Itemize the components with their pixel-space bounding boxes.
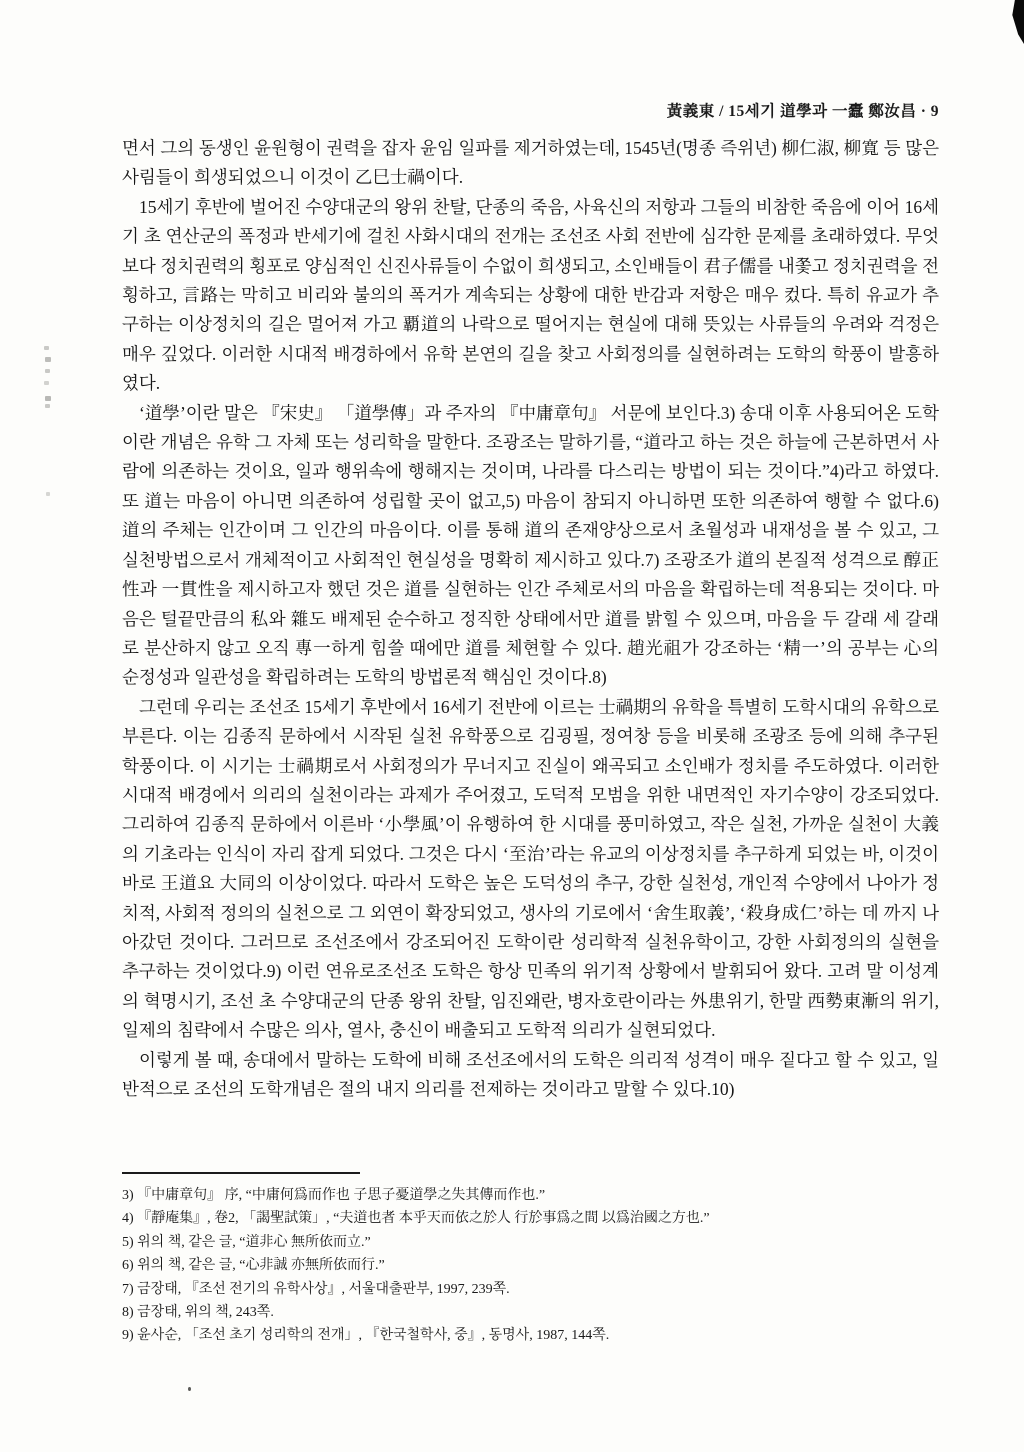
body-paragraph-5: 이렇게 볼 때, 송대에서 말하는 도학에 비해 조선조에서의 도학은 의리적 성격이 매우 짙다고 할 수 있고, 일반적으로 조선의 도학개념은 절의 내지 의리를 전제하는 것이라고 말할 수 있다.10) — [122, 1049, 939, 1099]
scan-artifact-margin-dash — [45, 404, 50, 408]
footnote-4: 4) 『靜庵集』, 卷2, 「謁聖試策」, “夫道也者 本乎天而依之於人 行於事爲之間 以爲治國之方也.” — [122, 1211, 710, 1227]
body-paragraph-1: 면서 그의 동생인 윤원형이 권력을 잡자 윤임 일파를 제거하였는데, 1545년(명종 즉위년) 柳仁淑, 柳寬 등 많은 사림들이 희생되었으니 이것이 乙巳士禍이다. — [122, 138, 939, 188]
body-paragraph-4: 그런데 우리는 조선조 15세기 후반에서 16세기 전반에 이르는 士禍期의 유학을 특별히 도학시대의 유학으로 부른다. 이는 김종직 문하에서 시작된 실천 유학풍으로 김굉필, 정여창 등을 비롯해 조광조 등에 의해 추구된 학풍이다. 이 시기는 士禍期로서 사회정의가 무너지고 진실이 왜곡되고 소인배가 정치를 주도하였다. 이러한 시대적 배경에서 의리의 실천이라는 과제가 주어졌고, 도덕적 모범을 위한 내면적인 자기수양이 강조되었다. 그리하여 김종직 문하에서 이른바 ‘小學風’이 유행하여 한 시대를 풍미하였고, 작은 실천, 가까운 실천이 大義의 기초라는 인식이 자리 잡게 되었다. 그것은 다시 ‘至治’라는 유교의 이상정치를 추구하게 되었는 바, 이것이 바로 王道요 大同의 이상이었다. 따라서 도학은 높은 도덕성의 추구, 강한 실천성, 개인적 수양에서 나아가 정치적, 사회적 정의의 실천으로 그 외연이 확장되었고, 생사의 기로에서 ‘舍生取義’, ‘殺身成仁’하는 데 까지 나아갔던 것이다. 그러므로 조선조에서 강조되어진 도학이란 성리학적 실천유학이고, 강한 사회정의의 실현을 추구하는 것이었다.9) 이런 연유로조선조 도학은 항상 민족의 위기적 상황에서 발휘되어 왔다. 고려 말 이성계의 혁명시기, 조선 초 수양대군의 단종 왕위 찬탈, 임진왜란, 병자호란이라는 外患위기, 한말 西勢東漸의 위기, 일제의 침략에서 수많은 의사, 열사, 충신이 배출되고 도학적 의리가 실현되었다. — [122, 696, 939, 1041]
scan-artifact-margin-dash — [45, 357, 51, 362]
article-body — [122, 134, 939, 1104]
body-paragraph-3: ‘道學’이란 말은 『宋史』 「道學傳」과 주자의 『中庸章句』 서문에 보인다.3) 송대 이후 사용되어온 도학이란 개념은 유학 그 자체 또는 성리학을 말한다. 조광조는 말하기를, “道라고 하는 것은 하늘에 근본하면서 사람에 의존하는 것이요, 일과 행위속에 행해지는 것이며, 나라를 다스리는 방법이 되는 것이다.”4)라고 하였다. 또 道는 마음이 아니면 의존하여 성립할 곳이 없고,5) 마음이 참되지 아니하면 또한 의존하여 행할 수 없다.6) 道의 주체는 인간이며 그 인간의 마음이다. 이를 통해 道의 존재양상으로서 초월성과 내재성을 볼 수 있고, 그 실천방법으로서 개체적이고 사회적인 현실성을 명확히 제시하고 있다.7) 조광조가 道의 본질적 성격으로 醇正性과 一貫性을 제시하고자 했던 것은 道를 실현하는 인간 주체로서의 마음을 확립하는데 적용되는 것이다. 마음은 털끝만큼의 私와 雜도 배제된 순수하고 정직한 상태에서만 道를 밝힐 수 있으며, 마음을 두 갈래 세 갈래로 분산하지 않고 오직 專一하게 힘쓸 때에만 道를 체현할 수 있다. 趙光祖가 강조하는 ‘精一’의 공부는 心의 순정성과 일관성을 확립하려는 도학의 방법론적 핵심인 것이다.8) — [122, 402, 939, 688]
footnote-3: 3) 『中庸章句』 序, “中庸何爲而作也 子思子憂道學之失其傳而作也.” — [122, 1188, 546, 1203]
scan-artifact-corner-mark — [1011, 0, 1024, 44]
scan-artifact-margin-dash — [44, 346, 49, 350]
body-paragraph-2: 15세기 후반에 벌어진 수양대군의 왕위 찬탈, 단종의 죽음, 사육신의 저항과 그들의 비참한 죽음에 이어 16세기 초 연산군의 폭정과 반세기에 걸친 사화시대의 전개는 조선조 사회 전반에 심각한 문제를 초래하였다. 무엇보다 정치권력의 횡포로 양심적인 신진사류들이 수없이 희생되고, 소인배들이 君子儒를 내쫓고 정치권력을 전횡하고, 言路는 막히고 비리와 불의의 폭거가 계속되는 상황에 대한 반감과 저항은 매우 컸다. 특히 유교가 추구하는 이상정치의 길은 멀어져 가고 覇道의 나락으로 떨어지는 현실에 대해 뜻있는 사류들의 우려와 걱정은 매우 깊었다. 이러한 시대적 배경하에서 유학 본연의 길을 찾고 사회정의를 실현하려는 도학의 학풍이 발흥하였다. — [122, 196, 939, 394]
scan-artifact-margin-dash — [45, 396, 51, 401]
scan-artifact-margin-dash — [45, 369, 50, 373]
footnote-6: 6) 위의 책, 같은 글, “心非誠 亦無所依而行.” — [122, 1258, 385, 1274]
running-head: 黃義東 / 15세기 道學과 一蠹 鄭汝昌 · 9 — [666, 103, 939, 120]
footnotes-block — [122, 1184, 942, 1348]
scan-artifact-margin-dash — [46, 492, 50, 496]
scan-artifact-speck — [188, 1387, 191, 1391]
footnote-5: 5) 위의 책, 같은 글, “道非心 無所依而立.” — [122, 1234, 371, 1250]
footnote-8: 8) 금장태, 위의 책, 243쪽. — [122, 1305, 274, 1321]
scan-artifact-margin-dash — [44, 381, 49, 385]
footnote-divider — [122, 1172, 360, 1174]
footnote-7: 7) 금장태, 『조선 전기의 유학사상』, 서울대출판부, 1997, 239쪽. — [122, 1281, 510, 1297]
footnote-9: 9) 윤사순, 「조선 초기 성리학의 전개」, 『한국철학사, 중』, 동명사, 1987, 144쪽. — [122, 1328, 610, 1344]
